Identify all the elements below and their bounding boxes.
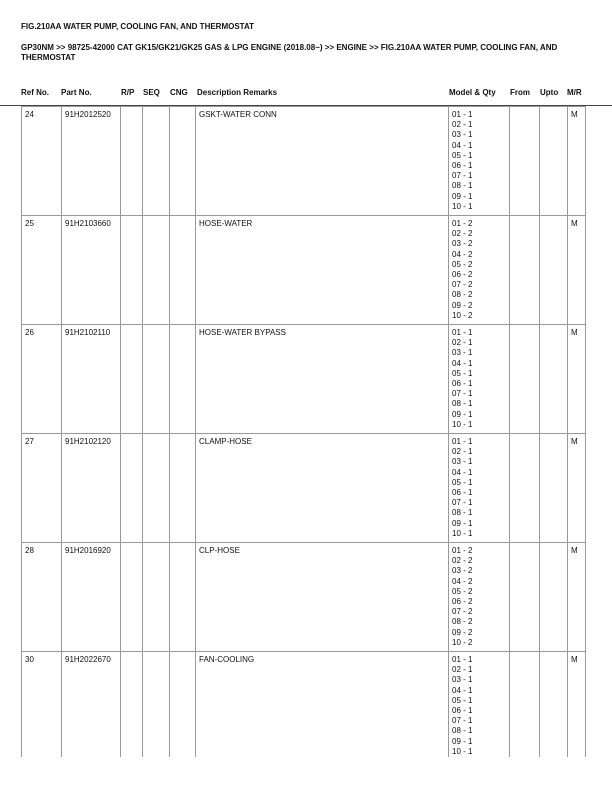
from-cell <box>510 543 540 652</box>
qty-line: 09 - 1 <box>452 191 473 201</box>
qty-line: 02 - 1 <box>452 447 473 457</box>
qty-line: 07 - 1 <box>452 716 473 726</box>
header-desc: Description Remarks <box>197 88 278 97</box>
qty-line: 05 - 1 <box>452 150 473 160</box>
qty-line: 01 - 1 <box>452 328 473 337</box>
part-no-cell: 91H2012520 <box>62 107 121 216</box>
mr-cell: M <box>568 652 586 758</box>
qty-line: 07 - 1 <box>452 498 473 508</box>
model-qty-cell <box>449 325 510 434</box>
seq-cell <box>143 652 170 758</box>
qty-line: 03 - 1 <box>452 457 473 467</box>
seq-cell <box>143 434 170 543</box>
rp-cell <box>121 543 143 652</box>
header-cng: CNG <box>170 88 188 97</box>
qty-line: 06 - 1 <box>452 488 473 498</box>
qty-line: 03 - 1 <box>452 675 473 685</box>
parts-table <box>21 106 586 757</box>
qty-line: 03 - 1 <box>452 130 473 140</box>
qty-line: 06 - 2 <box>452 270 473 280</box>
qty-line: 04 - 1 <box>452 358 473 368</box>
ref-cell: 28 <box>22 543 62 652</box>
qty-line: 05 - 2 <box>452 586 473 596</box>
from-cell <box>510 107 540 216</box>
rp-cell <box>121 107 143 216</box>
table-row <box>22 652 586 758</box>
description-cell: HOSE-WATER BYPASS <box>196 325 449 434</box>
qty-line: 05 - 2 <box>452 259 473 269</box>
upto-cell <box>540 216 568 325</box>
qty-line: 06 - 1 <box>452 379 473 389</box>
part-no-cell: 91H2022670 <box>62 652 121 758</box>
from-cell <box>510 216 540 325</box>
qty-line: 06 - 2 <box>452 597 473 607</box>
qty-line: 03 - 2 <box>452 239 473 249</box>
qty-line: 02 - 1 <box>452 665 473 675</box>
ref-cell: 30 <box>22 652 62 758</box>
cng-cell <box>170 434 196 543</box>
header-upto: Upto <box>540 88 559 97</box>
cng-cell <box>170 543 196 652</box>
rp-cell <box>121 325 143 434</box>
qty-line: 09 - 2 <box>452 627 473 637</box>
table-row <box>22 434 586 543</box>
qty-line: 01 - 2 <box>452 219 473 228</box>
header-ref: Ref No. <box>21 88 49 97</box>
upto-cell <box>540 325 568 434</box>
mr-cell: M <box>568 216 586 325</box>
qty-line: 09 - 1 <box>452 736 473 746</box>
qty-line: 06 - 1 <box>452 161 473 171</box>
page-title: FIG.210AA WATER PUMP, COOLING FAN, AND THERMOSTAT <box>21 22 255 31</box>
qty-line: 01 - 2 <box>452 546 473 555</box>
qty-line: 10 - 1 <box>452 201 473 211</box>
qty-line: 09 - 1 <box>452 518 473 528</box>
mr-cell: M <box>568 107 586 216</box>
description-cell: FAN-COOLING <box>196 652 449 758</box>
model-qty-cell <box>449 216 510 325</box>
qty-line: 06 - 1 <box>452 706 473 716</box>
seq-cell <box>143 107 170 216</box>
part-no-cell: 91H2102120 <box>62 434 121 543</box>
model-qty-cell <box>449 107 510 216</box>
ref-cell: 26 <box>22 325 62 434</box>
table-row <box>22 107 586 216</box>
upto-cell <box>540 543 568 652</box>
qty-line: 07 - 2 <box>452 607 473 617</box>
model-qty-cell <box>449 543 510 652</box>
part-no-cell: 91H2103660 <box>62 216 121 325</box>
table-row <box>22 216 586 325</box>
qty-line: 07 - 2 <box>452 280 473 290</box>
qty-line: 10 - 1 <box>452 419 473 429</box>
qty-line: 07 - 1 <box>452 171 473 181</box>
qty-line: 10 - 1 <box>452 528 473 538</box>
qty-line: 05 - 1 <box>452 368 473 378</box>
qty-line: 02 - 2 <box>452 556 473 566</box>
ref-cell: 24 <box>22 107 62 216</box>
upto-cell <box>540 107 568 216</box>
ref-cell: 25 <box>22 216 62 325</box>
qty-line: 10 - 2 <box>452 310 473 320</box>
qty-line: 03 - 2 <box>452 566 473 576</box>
qty-line: 02 - 1 <box>452 120 473 130</box>
model-qty-cell <box>449 652 510 758</box>
ref-cell: 27 <box>22 434 62 543</box>
qty-line: 01 - 1 <box>452 437 473 446</box>
header-seq: SEQ <box>143 88 160 97</box>
seq-cell <box>143 216 170 325</box>
rp-cell <box>121 652 143 758</box>
from-cell <box>510 325 540 434</box>
rp-cell <box>121 216 143 325</box>
qty-line: 03 - 1 <box>452 348 473 358</box>
upto-cell <box>540 652 568 758</box>
cng-cell <box>170 325 196 434</box>
qty-line: 04 - 2 <box>452 249 473 259</box>
qty-line: 02 - 1 <box>452 338 473 348</box>
qty-line: 07 - 1 <box>452 389 473 399</box>
part-no-cell: 91H2102110 <box>62 325 121 434</box>
mr-cell: M <box>568 325 586 434</box>
table-row <box>22 543 586 652</box>
qty-line: 08 - 1 <box>452 726 473 736</box>
header-mr: M/R <box>567 88 582 97</box>
table-header <box>0 88 612 100</box>
qty-line: 04 - 2 <box>452 576 473 586</box>
qty-line: 04 - 1 <box>452 685 473 695</box>
seq-cell <box>143 325 170 434</box>
qty-line: 08 - 1 <box>452 399 473 409</box>
qty-line: 02 - 2 <box>452 229 473 239</box>
qty-line: 09 - 2 <box>452 300 473 310</box>
mr-cell: M <box>568 434 586 543</box>
qty-line: 10 - 1 <box>452 746 473 756</box>
header-from: From <box>510 88 530 97</box>
qty-line: 10 - 2 <box>452 637 473 647</box>
model-qty-cell <box>449 434 510 543</box>
qty-line: 04 - 1 <box>452 467 473 477</box>
cng-cell <box>170 107 196 216</box>
part-no-cell: 91H2016920 <box>62 543 121 652</box>
qty-line: 05 - 1 <box>452 695 473 705</box>
description-cell: GSKT-WATER CONN <box>196 107 449 216</box>
header-rp: R/P <box>121 88 135 97</box>
qty-line: 08 - 1 <box>452 508 473 518</box>
cng-cell <box>170 652 196 758</box>
description-cell: CLAMP-HOSE <box>196 434 449 543</box>
table-row <box>22 325 586 434</box>
seq-cell <box>143 543 170 652</box>
cng-cell <box>170 216 196 325</box>
header-model: Model & Qty <box>449 88 496 97</box>
header-part: Part No. <box>61 88 92 97</box>
qty-line: 08 - 1 <box>452 181 473 191</box>
qty-line: 08 - 2 <box>452 617 473 627</box>
rp-cell <box>121 434 143 543</box>
description-cell: CLP-HOSE <box>196 543 449 652</box>
qty-line: 05 - 1 <box>452 477 473 487</box>
qty-line: 01 - 1 <box>452 110 473 119</box>
upto-cell <box>540 434 568 543</box>
from-cell <box>510 434 540 543</box>
from-cell <box>510 652 540 758</box>
mr-cell: M <box>568 543 586 652</box>
breadcrumb: GP30NM >> 98725-42000 CAT GK15/GK21/GK25 GAS & LPG ENGINE (2018.08~) >> ENGINE >> FIG.210AA WATER PUMP, COOLING FAN, AND THERMOSTAT <box>21 43 558 62</box>
qty-line: 09 - 1 <box>452 409 473 419</box>
qty-line: 08 - 2 <box>452 290 473 300</box>
qty-line: 04 - 1 <box>452 140 473 150</box>
description-cell: HOSE-WATER <box>196 216 449 325</box>
qty-line: 01 - 1 <box>452 655 473 664</box>
